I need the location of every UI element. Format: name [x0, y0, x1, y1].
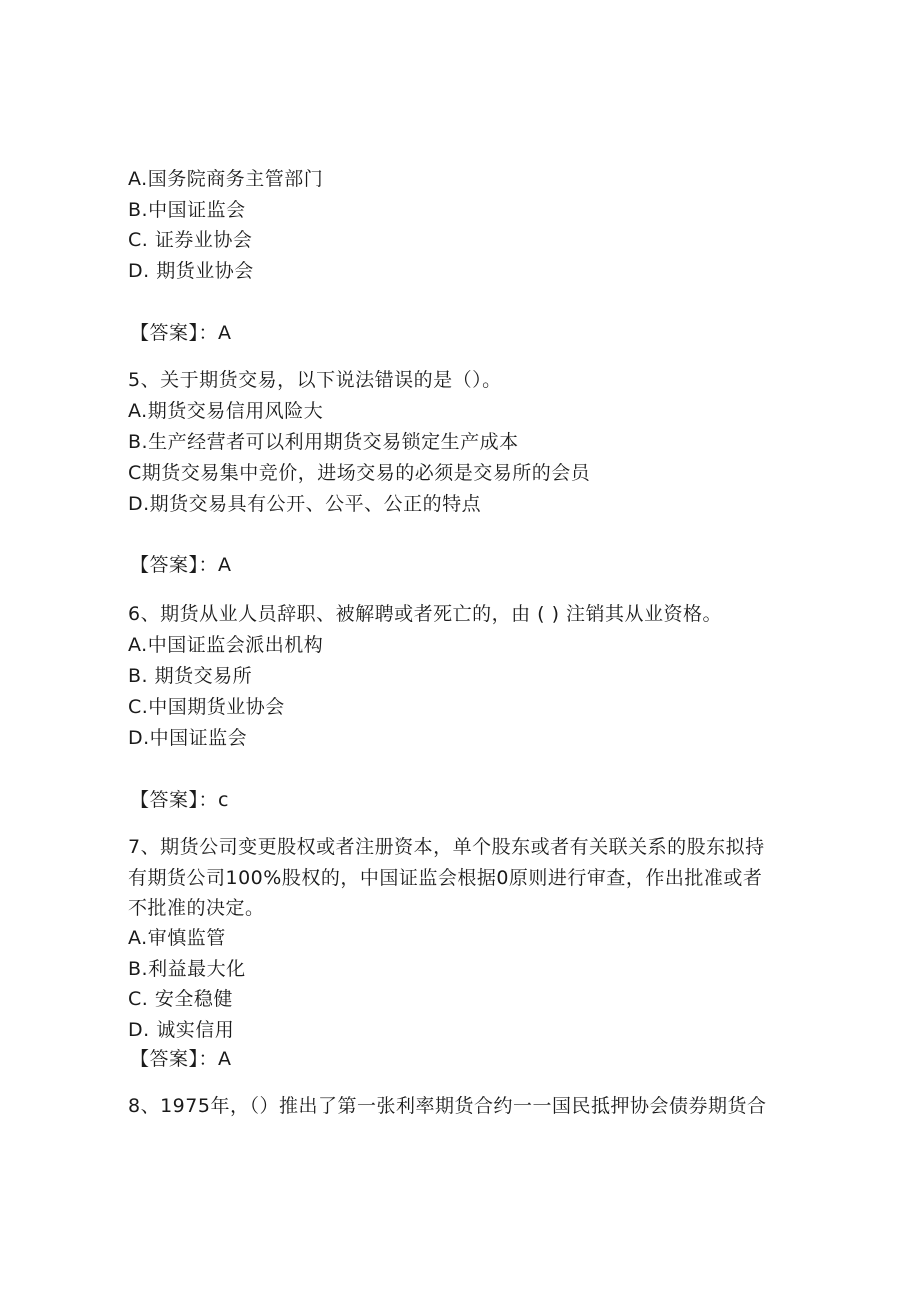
q5-option-c: C期货交易集中竞价，进场交易的必须是交易所的会员 — [128, 462, 591, 484]
q6-answer: 【答案】：c — [130, 789, 229, 811]
q7-option-b: B.利益最大化 — [128, 958, 246, 980]
q6-option-c: C.中国期货业协会 — [128, 696, 285, 718]
q4-answer: 【答案】：A — [130, 322, 232, 344]
q7-option-d: D. 诚实信用 — [128, 1019, 235, 1041]
q7-option-c: C. 安全稳健 — [128, 988, 233, 1010]
q7-question-line: 7、期货公司变更股权或者注册资本，单个股东或者有关联关系的股东拟持 — [128, 836, 765, 858]
q7-option-a: A.审慎监管 — [128, 927, 226, 949]
q4-option-a: A.国务院商务主管部门 — [128, 168, 324, 190]
q5-question: 5、关于期货交易，以下说法错误的是（）。 — [128, 369, 502, 391]
q6-option-d: D.中国证监会 — [128, 727, 248, 749]
q6-option-a: A.中国证监会派出机构 — [128, 634, 324, 656]
q4-option-d: D. 期货业协会 — [128, 260, 254, 282]
q4-option-b: B.中国证监会 — [128, 199, 246, 221]
q5-option-a: A.期货交易信用风险大 — [128, 400, 324, 422]
q5-option-d: D.期货交易具有公开、公平、公正的特点 — [128, 493, 482, 515]
q7-question-line: 有期货公司100%股权的，中国证监会根据0原则进行审查，作出批准或者 — [128, 867, 763, 889]
q7-question-line: 不批准的决定。 — [128, 897, 265, 919]
q7-answer: 【答案】：A — [130, 1048, 232, 1070]
q6-question: 6、期货从业人员辞职、被解聘或者死亡的，由 ( ) 注销其从业资格。 — [128, 603, 723, 625]
q8-question: 8、1975年，（）推出了第一张利率期货合约一一国民抵押协会债券期货合 — [128, 1095, 767, 1117]
q5-answer: 【答案】：A — [130, 554, 232, 576]
q5-option-b: B.生产经营者可以利用期货交易锁定生产成本 — [128, 431, 519, 453]
q6-option-b: B. 期货交易所 — [128, 665, 253, 687]
q4-option-c: C. 证券业协会 — [128, 229, 253, 251]
